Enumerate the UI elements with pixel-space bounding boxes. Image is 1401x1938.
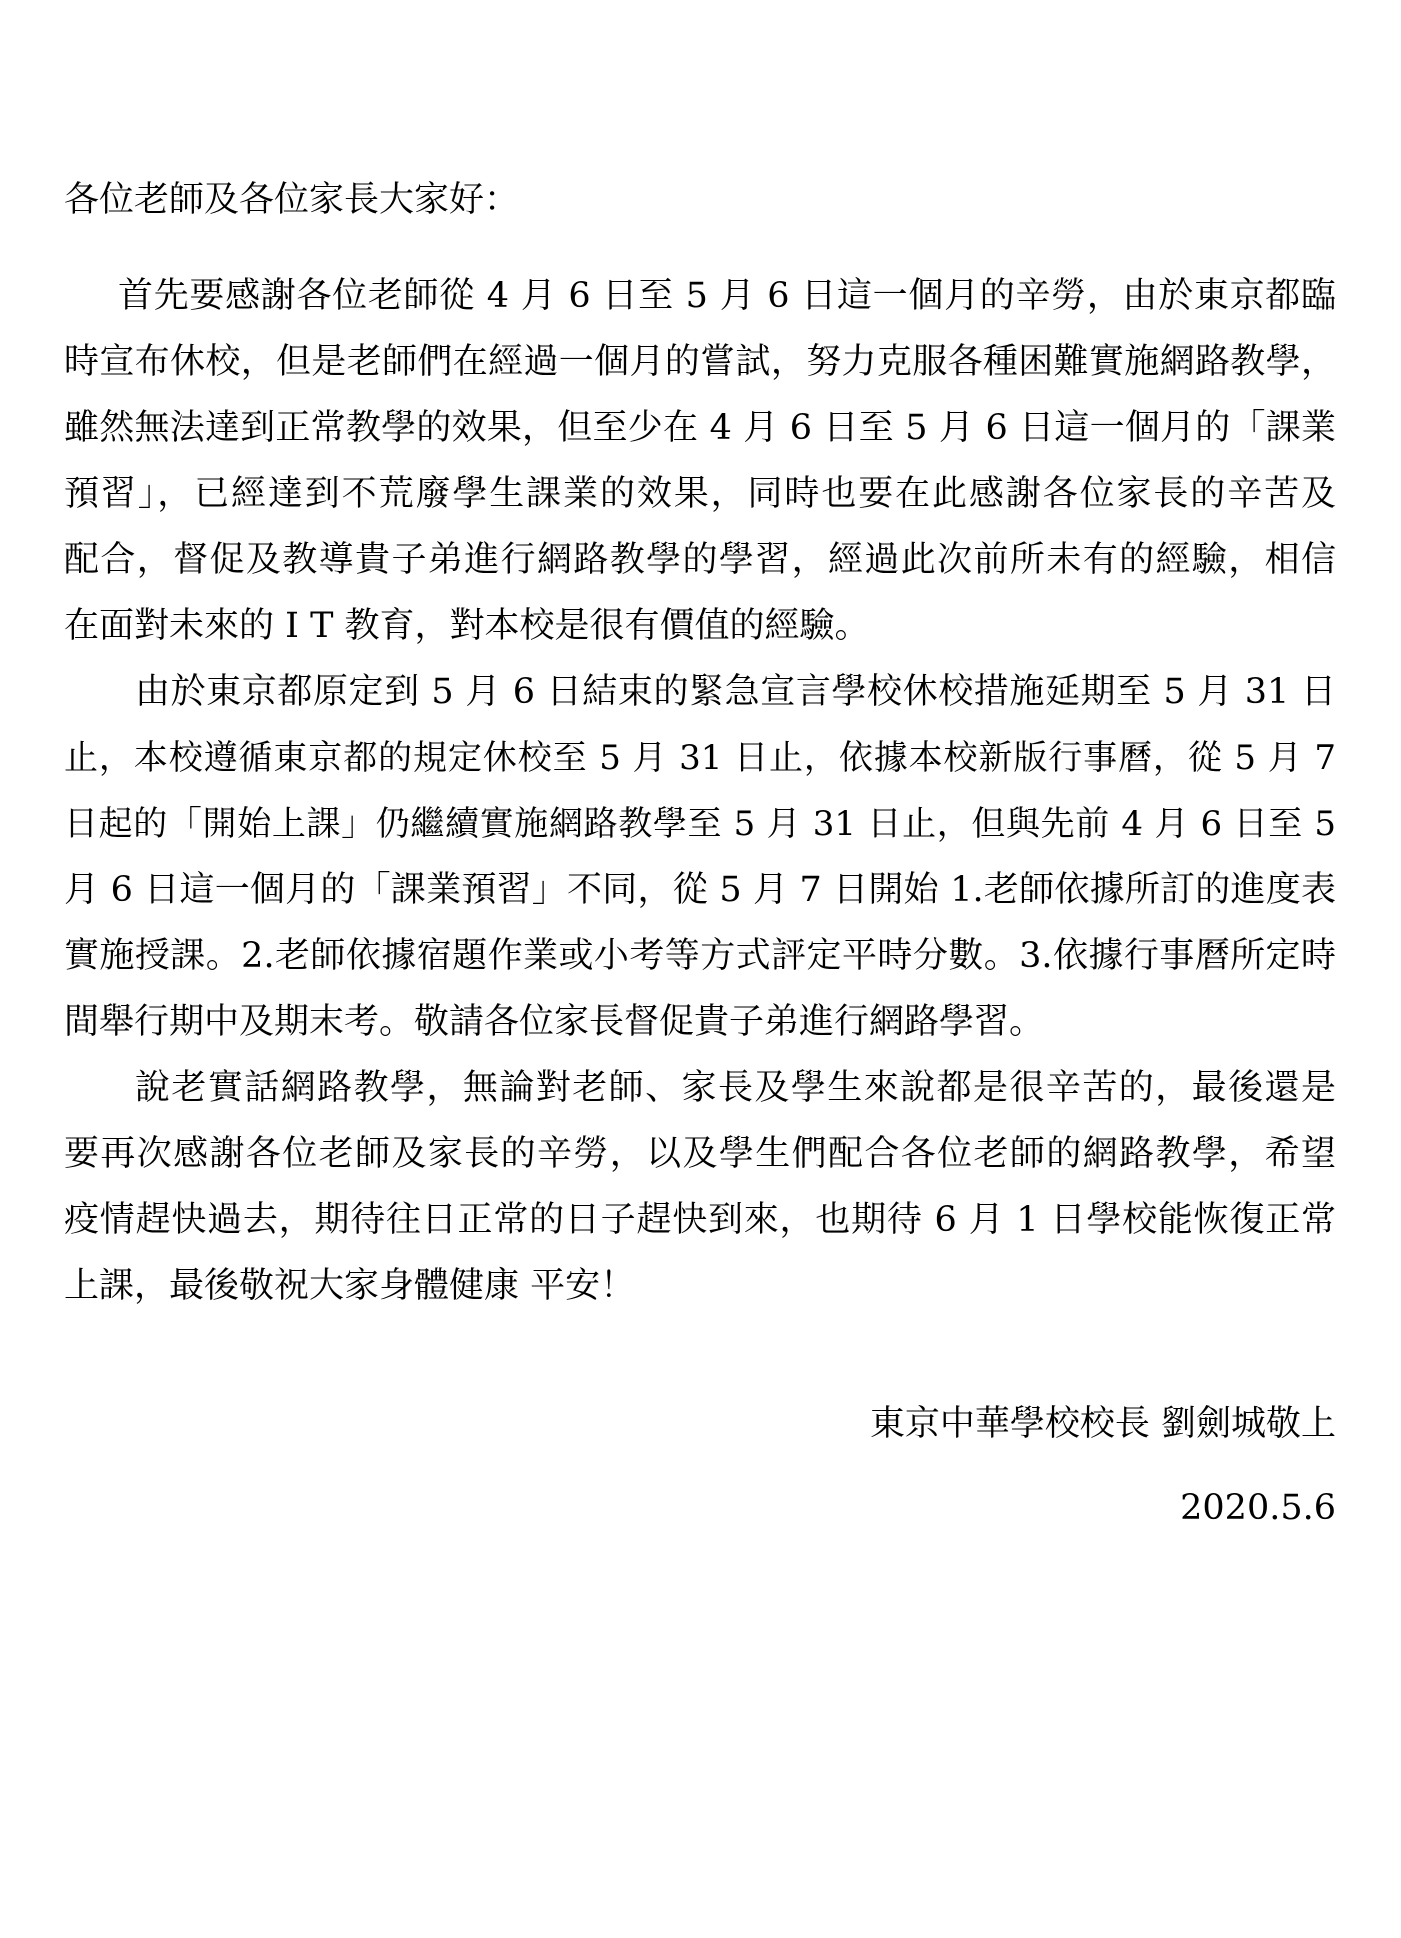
paragraph-2-line-3: 日起的「開始上課」仍繼續實施網路教學至 5 月 31 日止，但與先前 4 月 6 日至 5 bbox=[64, 804, 1336, 844]
paragraph-3-line-1: 說老實話網路教學，無論對老師、家長及學生來說都是很辛苦的，最後還是 bbox=[135, 1068, 1336, 1108]
paragraph-2-line-6: 間舉行期中及期末考。敬請各位家長督促貴子弟進行網路學習。 bbox=[64, 1002, 1045, 1042]
paragraph-3-line-2: 要再次感謝各位老師及家長的辛勞，以及學生們配合各位老師的網路教學，希望 bbox=[64, 1134, 1336, 1174]
paragraph-1-line-1: 首先要感謝各位老師從 4 月 6 日至 5 月 6 日這一個月的辛勞，由於東京都臨 bbox=[118, 276, 1336, 316]
letter-date: 2020.5.6 bbox=[1180, 1488, 1336, 1528]
paragraph-1-line-6: 在面對未來的 I T 教育，對本校是很有價值的經驗。 bbox=[64, 606, 870, 646]
paragraph-3-line-3: 疫情趕快過去，期待往日正常的日子趕快到來，也期待 6 月 1 日學校能恢復正常 bbox=[64, 1200, 1336, 1240]
paragraph-2-line-2: 止，本校遵循東京都的規定休校至 5 月 31 日止，依據本校新版行事曆，從 5 月 7 bbox=[64, 738, 1336, 778]
letter-signature: 東京中華學校校長 劉劍城敬上 bbox=[869, 1404, 1336, 1444]
paragraph-1-line-4: 預習」，已經達到不荒廢學生課業的效果，同時也要在此感謝各位家長的辛苦及 bbox=[64, 474, 1336, 514]
paragraph-2-line-1: 由於東京都原定到 5 月 6 日結束的緊急宣言學校休校措施延期至 5 月 31 日 bbox=[135, 672, 1336, 712]
paragraph-1-line-5: 配合，督促及教導貴子弟進行網路教學的學習，經過此次前所未有的經驗，相信 bbox=[64, 540, 1336, 580]
paragraph-3-line-4: 上課，最後敬祝大家身體健康 平安！ bbox=[64, 1266, 636, 1306]
paragraph-1-line-3: 雖然無法達到正常教學的效果，但至少在 4 月 6 日至 5 月 6 日這一個月的「課業 bbox=[64, 408, 1336, 448]
paragraph-2-line-4: 月 6 日這一個月的「課業預習」不同，從 5 月 7 日開始 1.老師依據所訂的進度表 bbox=[64, 870, 1336, 910]
paragraph-2-line-5: 實施授課。2.老師依據宿題作業或小考等方式評定平時分數。3.依據行事曆所定時 bbox=[64, 936, 1336, 976]
paragraph-1-line-2: 時宣布休校，但是老師們在經過一個月的嘗試，努力克服各種困難實施網路教學， bbox=[64, 342, 1336, 382]
letter-greeting: 各位老師及各位家長大家好： bbox=[64, 180, 520, 220]
